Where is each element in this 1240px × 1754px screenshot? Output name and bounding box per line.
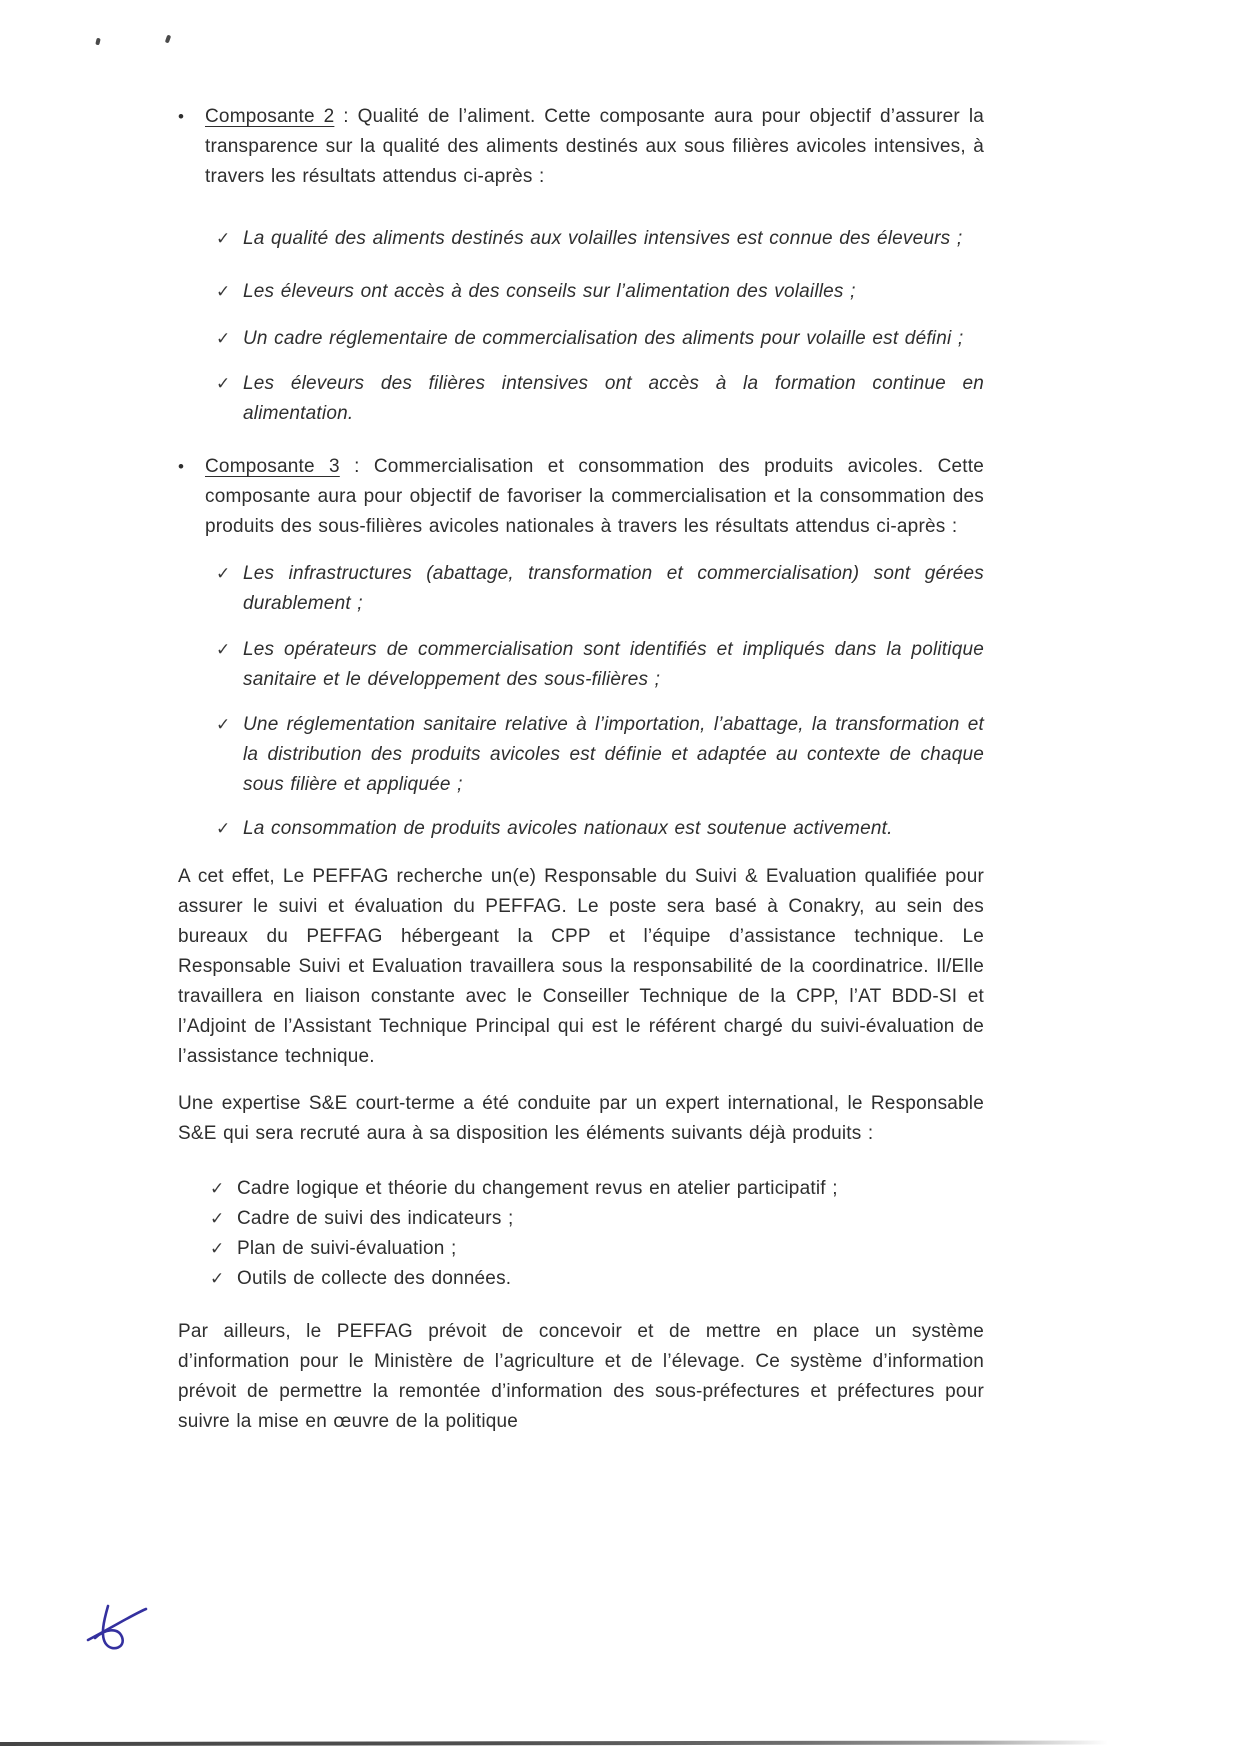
check-item-text: Les éleveurs des filières intensives ont accès à la formation continue en alimentation.	[243, 373, 984, 424]
check-item-text: La consommation de produits avicoles nationaux est soutenue activement.	[243, 818, 893, 839]
paragraph-recruitment: A cet effet, Le PEFFAG recherche un(e) Responsable du Suivi & Evaluation qualifiée pour assurer le suivi et évaluation du PEFFAG. Le poste sera basé à Conakry, au sein des bureaux du PEFFAG hébergeant la CPP et l’équipe d’assistance technique. Le Responsable Suivi et Evaluation travaillera sous la responsabilité de la coordinatrice. Il/Elle travaillera en liaison constante avec le Conseiller Technique de la CPP, l’AT BDD-SI et l’Adjoint de l’Assistant Technique Principal qui est le référent chargé du suivi-évaluation de l’assistance technique.	[178, 866, 984, 1067]
check-item	[216, 710, 984, 800]
checkmark-icon: ✓	[216, 229, 231, 248]
checkmark-icon: ✓	[216, 819, 231, 838]
checkmark-icon: ✓	[210, 1209, 225, 1228]
check-item	[210, 1174, 984, 1204]
page-edge-line	[0, 1740, 1108, 1746]
deliverables-checklist	[178, 1174, 984, 1294]
check-item	[210, 1264, 984, 1294]
composante-2-paragraph	[205, 102, 984, 192]
check-item	[210, 1204, 984, 1234]
check-item-text: Un cadre réglementaire de commercialisation des aliments pour volaille est défini ;	[243, 328, 964, 349]
check-item-text: Cadre logique et théorie du changement revus en atelier participatif ;	[237, 1178, 838, 1199]
checkmark-icon: ✓	[210, 1179, 225, 1198]
check-item-text: Outils de collecte des données.	[237, 1268, 512, 1289]
document-content	[178, 102, 984, 1437]
bullet-icon: •	[178, 107, 185, 126]
composante-2-text: : Qualité de l’aliment. Cette composante aura pour objectif d’assurer la transparence sur la qualité des aliments destinés aux sous filières avicoles intensives, à travers les résultats attendus ci-après :	[205, 106, 985, 187]
composante-3-title: Composante 3	[205, 456, 340, 477]
bullet-composante-3	[178, 452, 984, 542]
bullet-composante-2	[178, 102, 984, 192]
composante-3-text: : Commercialisation et consommation des produits avicoles. Cette composante aura pour objectif de favoriser la commercialisation et la consommation des produits des sous-filières avicoles nationales à travers les résultats attendus ci-après :	[205, 456, 984, 537]
check-item	[216, 369, 984, 429]
checkmark-icon: ✓	[216, 640, 231, 659]
checkmark-icon: ✓	[216, 374, 231, 393]
checkmark-icon: ✓	[216, 715, 231, 734]
check-item-text: Les infrastructures (abattage, transformation et commercialisation) sont gérées durablement ;	[243, 563, 984, 614]
signature-mark	[80, 1600, 150, 1662]
check-item	[216, 559, 984, 619]
paragraph-expertise: Une expertise S&E court-terme a été conduite par un expert international, le Responsable S&E qui sera recruté aura à sa disposition les éléments suivants déjà produits :	[178, 1093, 984, 1144]
checkmark-icon: ✓	[216, 329, 231, 348]
check-item-text: Plan de suivi-évaluation ;	[237, 1238, 457, 1259]
check-item	[216, 277, 984, 307]
composante-2-title: Composante 2	[205, 106, 335, 127]
composante-3-paragraph	[205, 452, 984, 542]
check-item-text: Les opérateurs de commercialisation sont identifiés et impliqués dans la politique sanitaire et le développement des sous-filières ;	[243, 639, 984, 690]
check-item	[216, 224, 984, 254]
check-item	[216, 324, 984, 354]
bullet-icon: •	[178, 457, 185, 476]
scan-speck	[95, 38, 101, 46]
checkmark-icon: ✓	[216, 282, 231, 301]
check-item-text: Les éleveurs ont accès à des conseils sur l’alimentation des volailles ;	[243, 281, 856, 302]
checkmark-icon: ✓	[210, 1239, 225, 1258]
checkmark-icon: ✓	[216, 564, 231, 583]
check-item	[216, 814, 984, 844]
check-item-text: La qualité des aliments destinés aux volailles intensives est connue des éleveurs ;	[243, 228, 963, 249]
checkmark-icon: ✓	[210, 1269, 225, 1288]
check-item-text: Une réglementation sanitaire relative à l’importation, l’abattage, la transformation et la distribution des produits avicoles est définie et adaptée au contexte de chaque sous filière et appliquée ;	[243, 714, 984, 795]
scan-speck	[165, 35, 171, 44]
check-item	[210, 1234, 984, 1264]
paragraph-information-system: Par ailleurs, le PEFFAG prévoit de concevoir et de mettre en place un système d’information pour le Ministère de l’agriculture et de l’élevage. Ce système d’information prévoit de permettre la remontée d’information des sous-préfectures et préfectures pour suivre la mise en œuvre de la politique	[178, 1321, 984, 1432]
check-item	[216, 635, 984, 695]
check-item-text: Cadre de suivi des indicateurs ;	[237, 1208, 514, 1229]
